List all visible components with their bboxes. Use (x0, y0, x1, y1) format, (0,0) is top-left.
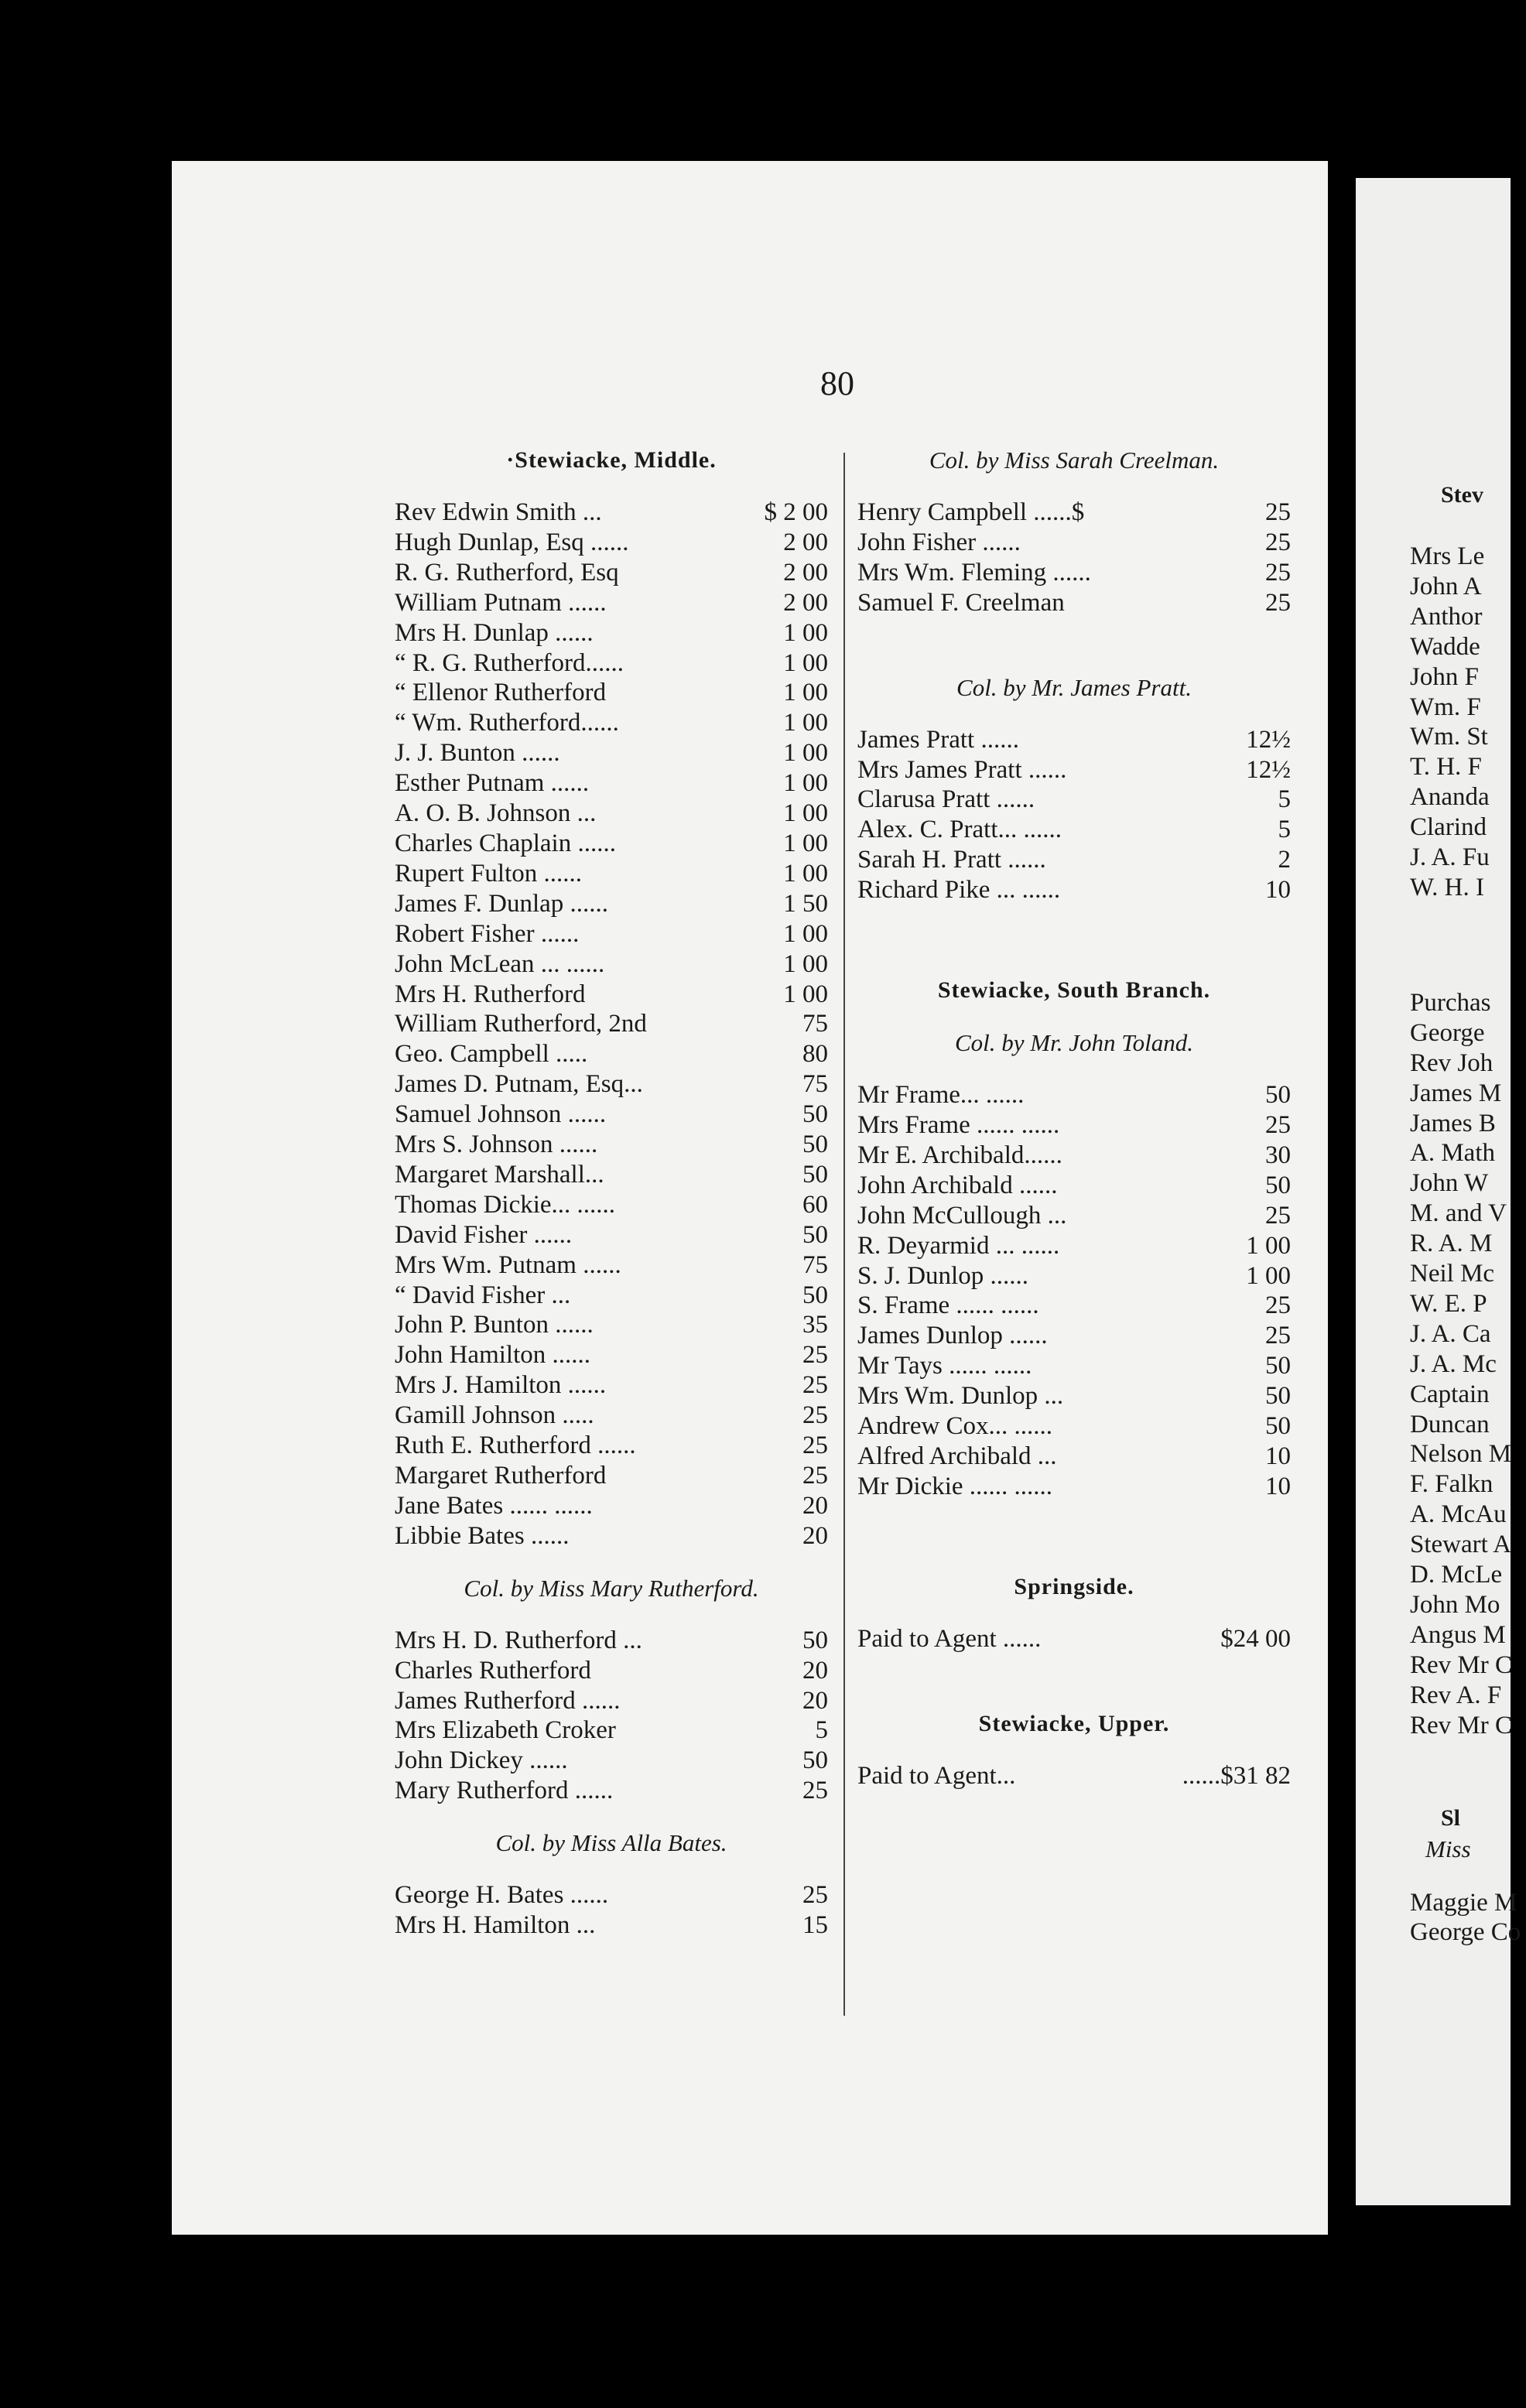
list-item (857, 1624, 1291, 1654)
list-item: Nelson M (1410, 1440, 1512, 1469)
entry-amount: 10 (1265, 1472, 1291, 1500)
list-item (395, 1370, 828, 1401)
entry-name: William Putnam ...... (395, 588, 607, 617)
list-item (395, 1130, 828, 1160)
entry-amount: 12½ (1246, 725, 1291, 754)
entry-name: Rupert Fulton ...... (395, 859, 583, 888)
entry-amount: 20 (802, 1656, 828, 1685)
entry-name: Margaret Rutherford (395, 1462, 607, 1490)
entry-name: Mr Frame... ...... (857, 1081, 1025, 1110)
entry-amount: 1 00 (783, 799, 828, 828)
entry-name: James D. Putnam, Esq... (395, 1070, 643, 1099)
list-item (857, 1261, 1291, 1291)
list-item (395, 528, 828, 558)
list-item (395, 949, 828, 980)
entry-name: John Archibald ...... (857, 1171, 1058, 1199)
entry-name: John Fisher ...... (857, 528, 1021, 556)
list-item: Maggie M (1410, 1888, 1517, 1917)
entry-name: R. Deyarmid ... ...... (857, 1231, 1060, 1260)
entry-name: Alex. C. Pratt... ...... (857, 816, 1062, 844)
list-item (395, 1039, 828, 1069)
entry-amount: 50 (1265, 1171, 1291, 1199)
entry-amount: 20 (802, 1686, 828, 1715)
list-item: Purchas (1410, 988, 1491, 1017)
entry-name: Gamill Johnson ..... (395, 1401, 594, 1430)
list-item (395, 1340, 828, 1370)
entry-amount: 2 (1278, 846, 1291, 874)
list-item (857, 588, 1291, 618)
list-item (395, 1656, 828, 1686)
entry-amount: 1 00 (1246, 1261, 1291, 1290)
list-item: Wm. St (1410, 723, 1488, 751)
entry-amount: 75 (802, 1070, 828, 1099)
entry-name: Andrew Cox... ...... (857, 1412, 1053, 1441)
list-item (395, 799, 828, 829)
adjacent-page-content (1356, 480, 1526, 1948)
list-item (857, 1321, 1291, 1351)
list-item (395, 588, 828, 618)
list-item (857, 1110, 1291, 1141)
list-item (395, 1281, 828, 1311)
entry-name: Mrs H. Rutherford (395, 980, 586, 1008)
list-item (395, 768, 828, 799)
entry-name: Mary Rutherford ...... (395, 1777, 614, 1805)
entry-list (1356, 542, 1526, 903)
list-item (857, 725, 1291, 755)
list-item: George Co (1410, 1918, 1521, 1947)
entry-name: Rev Edwin Smith ... (395, 498, 602, 526)
entry-amount: $ 2 00 (764, 498, 828, 526)
entry-amount: 25 (1265, 558, 1291, 587)
list-item: Anthor (1410, 602, 1483, 631)
entry-list (1356, 988, 1526, 1741)
list-item: J. A. Mc (1410, 1349, 1497, 1378)
list-item (395, 1220, 828, 1250)
entry-list (395, 1626, 828, 1806)
entry-amount: 2 00 (783, 528, 828, 556)
entry-amount: 1 00 (783, 648, 828, 677)
list-item: James M (1410, 1079, 1502, 1107)
entry-name: James Pratt ...... (857, 725, 1019, 754)
list-item (395, 980, 828, 1010)
list-item: Wm. F (1410, 693, 1481, 721)
entry-amount: 1 00 (783, 618, 828, 647)
entry-name: Mrs Wm. Fleming ...... (857, 558, 1091, 587)
entry-name: Mrs S. Johnson ...... (395, 1130, 598, 1159)
entry-name: Jane Bates ...... ...... (395, 1491, 593, 1520)
list-item (395, 1069, 828, 1100)
list-item (395, 1880, 828, 1910)
list-item (395, 1160, 828, 1190)
entry-amount: 50 (802, 1626, 828, 1654)
entry-amount: 2 00 (783, 588, 828, 617)
entry-amount: 5 (1278, 816, 1291, 844)
collector-title: Col. by Miss Alla Bates. (495, 1829, 727, 1857)
entry-list (857, 498, 1291, 618)
entry-amount: 50 (802, 1281, 828, 1309)
entry-name: Sarah H. Pratt ...... (857, 846, 1046, 874)
entry-amount: 1 00 (783, 739, 828, 768)
list-item: Duncan (1410, 1410, 1490, 1438)
entry-amount: 50 (802, 1130, 828, 1159)
entry-amount: 25 (802, 1341, 828, 1370)
list-item: T. H. F (1410, 753, 1482, 782)
entry-name: “ R. G. Rutherford...... (395, 648, 624, 677)
entry-name: John McLean ... ...... (395, 949, 605, 978)
entry-name: J. J. Bunton ...... (395, 739, 560, 768)
list-item (395, 859, 828, 889)
list-item: M. and V (1410, 1199, 1507, 1228)
entry-amount: 25 (1265, 528, 1291, 556)
entry-name: Samuel F. Creelman (857, 588, 1065, 617)
entry-name: Mrs Wm. Putnam ...... (395, 1250, 621, 1279)
entry-name: Mrs H. D. Rutherford ... (395, 1626, 642, 1654)
entry-amount: 1 00 (783, 679, 828, 707)
entry-name: James F. Dunlap ...... (395, 889, 609, 918)
list-item (395, 1461, 828, 1491)
list-item: A. McAu (1410, 1500, 1507, 1529)
entry-amount: 1 00 (783, 769, 828, 798)
entry-name: Charles Rutherford (395, 1656, 591, 1685)
entry-name: “ David Fisher ... (395, 1281, 571, 1309)
collector-title: Miss (1425, 1835, 1471, 1862)
list-item: Rev A. F (1410, 1681, 1502, 1709)
entry-name: Geo. Campbell ..... (395, 1040, 588, 1069)
entry-amount: 20 (802, 1521, 828, 1550)
list-item: John A (1410, 572, 1482, 600)
entry-amount: 1 00 (783, 709, 828, 737)
section-title: Stewiacke, South Branch. (937, 977, 1211, 1004)
entry-name: James Dunlop ...... (857, 1322, 1048, 1350)
list-item: J. A. Fu (1410, 843, 1490, 872)
entry-amount: 12½ (1246, 755, 1291, 784)
section-title: Sl (1441, 1804, 1461, 1831)
right-column (857, 445, 1291, 1791)
entry-name: Esther Putnam ...... (395, 769, 590, 798)
collector-title: Col. by Miss Sarah Creelman. (929, 446, 1220, 474)
list-item (857, 1472, 1291, 1502)
list-item (395, 1626, 828, 1656)
list-item (857, 498, 1291, 528)
list-item: George (1410, 1018, 1485, 1047)
entry-amount: 25 (802, 1777, 828, 1805)
entry-name: George H. Bates ...... (395, 1881, 609, 1910)
list-item: A. Math (1410, 1139, 1495, 1168)
list-item: John Mo (1410, 1591, 1500, 1619)
list-item (857, 815, 1291, 845)
collector-title: Col. by Mr. John Toland. (954, 1029, 1194, 1057)
entry-name: “ Wm. Rutherford...... (395, 709, 619, 737)
list-item (857, 1411, 1291, 1442)
entry-amount: 2 00 (783, 558, 828, 587)
entry-list (857, 1761, 1291, 1791)
list-item (395, 708, 828, 738)
entry-amount: 25 (802, 1462, 828, 1490)
entry-name: Mr Tays ...... ...... (857, 1352, 1032, 1380)
list-item (395, 1431, 828, 1461)
entry-amount: 10 (1265, 876, 1291, 905)
entry-name: Alfred Archibald ... (857, 1442, 1057, 1470)
entry-amount: 50 (1265, 1382, 1291, 1411)
list-item (395, 738, 828, 768)
list-item (395, 1310, 828, 1340)
list-item: F. Falkn (1410, 1470, 1493, 1499)
collector-title: Col. by Mr. James Pratt. (956, 673, 1192, 701)
entry-name: Mr E. Archibald...... (857, 1141, 1062, 1169)
list-item (395, 678, 828, 708)
list-item (395, 1491, 828, 1521)
list-item (395, 558, 828, 588)
column-divider (843, 453, 845, 2016)
list-item (395, 1009, 828, 1039)
entry-amount: 15 (802, 1911, 828, 1940)
list-item (395, 1910, 828, 1941)
entry-amount: 1 00 (1246, 1231, 1291, 1260)
entry-name: Paid to Agent ...... (857, 1624, 1042, 1653)
entry-name: Paid to Agent... (857, 1761, 1016, 1790)
list-item (395, 1190, 828, 1220)
entry-name: Samuel Johnson ...... (395, 1100, 607, 1129)
list-item (395, 1715, 828, 1746)
entry-amount: 5 (815, 1716, 828, 1745)
list-item: Captain (1410, 1380, 1490, 1408)
list-item (395, 1100, 828, 1130)
list-item: Angus M (1410, 1620, 1506, 1649)
list-item (857, 785, 1291, 815)
list-item (857, 1351, 1291, 1381)
entry-name: Margaret Marshall... (395, 1160, 604, 1189)
list-item (395, 1250, 828, 1281)
list-item: Rev Joh (1410, 1048, 1493, 1077)
entry-amount: 50 (1265, 1412, 1291, 1441)
list-item: Wadde (1410, 632, 1480, 661)
entry-amount: 25 (802, 1881, 828, 1910)
entry-amount: 50 (802, 1160, 828, 1189)
entry-name: Hugh Dunlap, Esq ...... (395, 528, 629, 556)
entry-amount: 30 (1265, 1141, 1291, 1169)
entry-name: William Rutherford, 2nd (395, 1010, 647, 1038)
list-item (857, 875, 1291, 905)
list-item (857, 1442, 1291, 1472)
entry-amount: 75 (802, 1010, 828, 1038)
entry-name: Mrs Frame ...... ...... (857, 1110, 1060, 1139)
entry-list (1356, 1888, 1526, 1948)
list-item: Rev Mr C (1410, 1711, 1512, 1739)
list-item (395, 829, 828, 859)
entry-name: “ Ellenor Rutherford (395, 679, 607, 707)
entry-amount: 25 (1265, 1110, 1291, 1139)
entry-amount: 1 00 (783, 949, 828, 978)
entry-name: David Fisher ...... (395, 1220, 573, 1249)
entry-name: Mrs H. Hamilton ... (395, 1911, 596, 1940)
entry-amount: 25 (1265, 1291, 1291, 1320)
entry-list (857, 725, 1291, 905)
list-item (857, 1381, 1291, 1411)
list-item (857, 1291, 1291, 1321)
list-item: John F (1410, 662, 1479, 691)
entry-name: A. O. B. Johnson ... (395, 799, 597, 828)
entry-name: S. Frame ...... ...... (857, 1291, 1039, 1320)
entry-list (395, 1880, 828, 1941)
list-item (857, 1201, 1291, 1231)
list-item (395, 1521, 828, 1551)
left-column (395, 445, 828, 1941)
list-item: Mrs Le (1410, 542, 1485, 570)
entry-name: Mrs James Pratt ...... (857, 755, 1067, 784)
section-title: ·Stewiacke, Middle. (506, 447, 717, 473)
entry-list (857, 1624, 1291, 1654)
list-item (857, 1231, 1291, 1261)
list-item (857, 1171, 1291, 1201)
entry-amount: 60 (802, 1190, 828, 1219)
entry-amount: 1 00 (783, 859, 828, 888)
entry-amount: 25 (1265, 588, 1291, 617)
entry-name: John Dickey ...... (395, 1746, 568, 1775)
entry-amount: 80 (802, 1040, 828, 1069)
entry-name: Robert Fisher ...... (395, 919, 580, 948)
list-item: Ananda (1410, 783, 1490, 812)
entry-list (857, 1080, 1291, 1502)
entry-name: Charles Chaplain ...... (395, 829, 616, 857)
entry-amount: 25 (802, 1371, 828, 1400)
entry-name: John Hamilton ...... (395, 1341, 590, 1370)
list-item (857, 528, 1291, 558)
entry-amount: ......$31 82 (1182, 1761, 1291, 1790)
list-item: Neil Mc (1410, 1260, 1495, 1288)
entry-amount: 5 (1278, 785, 1291, 814)
entry-name: Libbie Bates ...... (395, 1521, 570, 1550)
list-item: Clarind (1410, 813, 1487, 842)
entry-list (395, 498, 828, 1551)
entry-name: Mrs Elizabeth Croker (395, 1716, 616, 1745)
entry-amount: 50 (1265, 1352, 1291, 1380)
list-item: James B (1410, 1109, 1496, 1137)
list-item (857, 755, 1291, 785)
entry-amount: 75 (802, 1250, 828, 1279)
entry-name: R. G. Rutherford, Esq (395, 558, 619, 587)
list-item: Rev Mr C (1410, 1650, 1512, 1679)
entry-amount: 1 50 (783, 889, 828, 918)
entry-name: Henry Campbell ......$ (857, 498, 1085, 526)
entry-amount: 25 (1265, 498, 1291, 526)
section-title: Stewiacke, Upper. (978, 1710, 1170, 1736)
entry-amount: 1 00 (783, 829, 828, 857)
entry-name: S. J. Dunlop ...... (857, 1261, 1028, 1290)
list-item (395, 498, 828, 528)
list-item (395, 1401, 828, 1431)
list-item (395, 919, 828, 949)
entry-amount: 10 (1265, 1442, 1291, 1470)
entry-name: James Rutherford ...... (395, 1686, 621, 1715)
list-item: D. McLe (1410, 1561, 1503, 1589)
list-item (857, 1080, 1291, 1110)
list-item: W. E. P (1410, 1289, 1487, 1318)
list-item: John W (1410, 1169, 1489, 1198)
entry-amount: 20 (802, 1491, 828, 1520)
entry-amount: 50 (1265, 1081, 1291, 1110)
list-item (395, 1686, 828, 1716)
entry-amount: 25 (802, 1431, 828, 1460)
entry-name: Mrs Wm. Dunlop ... (857, 1382, 1064, 1411)
section-title: Stev (1441, 482, 1483, 508)
entry-amount: $24 00 (1220, 1624, 1291, 1653)
list-item (395, 618, 828, 648)
entry-amount: 50 (802, 1220, 828, 1249)
list-item (857, 845, 1291, 875)
entry-name: Mrs J. Hamilton ...... (395, 1371, 607, 1400)
entry-name: Ruth E. Rutherford ...... (395, 1431, 636, 1460)
entry-amount: 1 00 (783, 980, 828, 1008)
entry-name: John P. Bunton ...... (395, 1311, 594, 1339)
entry-amount: 50 (802, 1746, 828, 1775)
entry-amount: 50 (802, 1100, 828, 1129)
entry-amount: 1 00 (783, 919, 828, 948)
list-item: R. A. M (1410, 1230, 1493, 1258)
entry-name: Thomas Dickie... ...... (395, 1190, 616, 1219)
page-number: 80 (820, 364, 854, 402)
entry-name: Clarusa Pratt ...... (857, 785, 1035, 814)
entry-name: Mrs H. Dunlap ...... (395, 618, 594, 647)
section-title: Springside. (1014, 1573, 1134, 1599)
list-item (395, 1746, 828, 1776)
entry-amount: 25 (802, 1401, 828, 1430)
list-item (395, 648, 828, 679)
collector-title: Col. by Miss Mary Rutherford. (464, 1574, 759, 1602)
list-item (857, 1761, 1291, 1791)
list-item (395, 889, 828, 919)
list-item (857, 1141, 1291, 1171)
list-item (395, 1776, 828, 1806)
list-item: J. A. Ca (1410, 1319, 1491, 1348)
entry-amount: 35 (802, 1311, 828, 1339)
entry-amount: 25 (1265, 1201, 1291, 1230)
entry-name: John McCullough ... (857, 1201, 1067, 1230)
entry-name: Richard Pike ... ...... (857, 876, 1061, 905)
list-item: W. H. I (1410, 873, 1484, 901)
entry-name: Mr Dickie ...... ...... (857, 1472, 1053, 1500)
list-item (857, 558, 1291, 588)
entry-amount: 25 (1265, 1322, 1291, 1350)
list-item: Stewart A (1410, 1531, 1512, 1559)
